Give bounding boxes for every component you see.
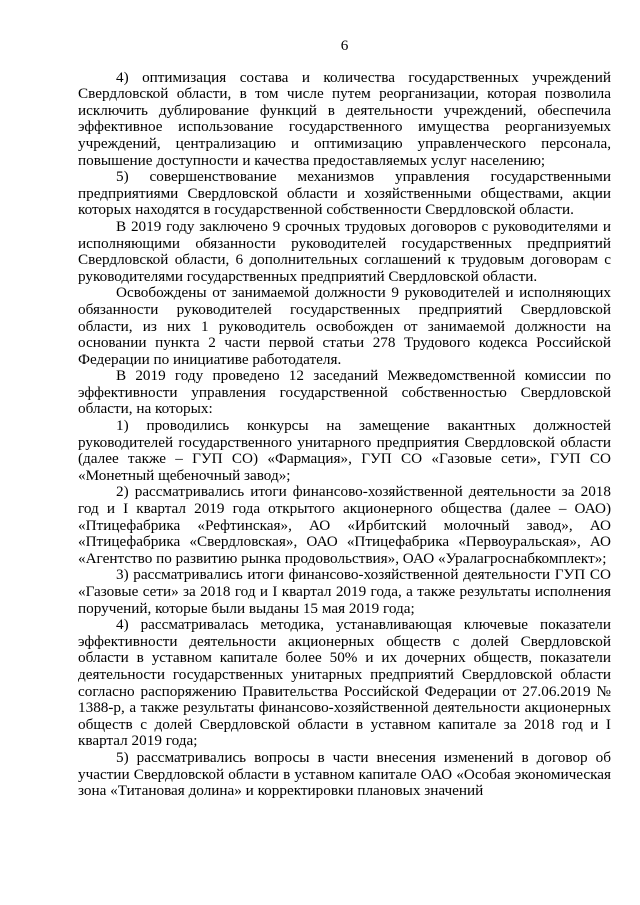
paragraph-item-5: 5) рассматривались вопросы в части внесения изменений в договор об участии Свердловской области в уставном капитале ОАО «Особая экономическая зона «Титановая долина» и корректировки плановых значений [78,748,611,800]
paragraph-goal-5: 5) совершенствование механизмов управления государственными предприятиями Свердловской области и хозяйственными обществами, акции которых находятся в государственной собственности Свердловской области. [78,168,611,219]
document-page [78,38,611,800]
paragraph-commission: В 2019 году проведено 12 заседаний Межведомственной комиссии по эффективности управления государственной собственностью Свердловской области, на которых: [78,367,611,418]
paragraph-item-1: 1) проводились конкурсы на замещение вакантных должностей руководителей государственного унитарного предприятия Свердловской области (далее также – ГУП СО) «Фармация», ГУП СО «Газовые сети», ГУП СО «Монетный щебеночный завод»; [78,417,611,484]
paragraph-dismissals: Освобождены от занимаемой должности 9 руководителей и исполняющих обязанности руководителей государственных предприятий Свердловской области, из них 1 руководитель освобожден от занимаемой должности на основании пункта 2 части первой статьи 278 Трудового кодекса Российской Федерации по инициативе работодателя. [78,284,611,368]
paragraph-goal-4: 4) оптимизация состава и количества государственных учреждений Свердловской области, в том числе путем реорганизации, которая позволила исключить дублирование функций в деятельности учреждений, обеспечила эффективное использование государственного имущества реорганизуемых учреждений, централизацию и оптимизацию управленческого персонала, повышение доступности и качества предоставляемых услуг населению; [78,68,611,169]
paragraph-contracts: В 2019 году заключено 9 срочных трудовых договоров с руководителями и исполняющими обязанности руководителей государственных предприятий Свердловской области, 6 дополнительных соглашений к трудовым договорам с руководителями государственных предприятий Свердловской области. [78,217,611,285]
page-number: 6 [340,37,349,54]
paragraph-item-4: 4) рассматривалась методика, устанавливающая ключевые показатели эффективности деятельности акционерных обществ с долей Свердловской области в уставном капитале более 50% и их дочерних обществ, показатели деятельности государственных унитарных предприятий Свердловской области согласно распоряжению Правительства Российской Федерации от 27.06.2019 № 1388-р, а также результаты финансово-хозяйственной деятельности акционерных обществ с долей Свердловской области в уставном капитале за 2018 год и I квартал 2019 года; [78,616,611,750]
paragraph-item-3: 3) рассматривались итоги финансово-хозяйственной деятельности ГУП СО «Газовые сети» за 2018 год и I квартал 2019 года, а также результаты исполнения поручений, которые были выданы 15 мая 2019 года; [78,566,611,617]
paragraph-item-2: 2) рассматривались итоги финансово-хозяйственной деятельности за 2018 год и I квартал 2019 года открытого акционерного общества (далее – ОАО) «Птицефабрика «Рефтинская», АО «Ирбитский молочный завод», АО «Птицефабрика «Свердловская», ОАО «Птицефабрика «Первоуральская», АО «Агентство по развитию рынка продовольствия», ОАО «Уралагроснабкомплект»; [78,483,611,567]
